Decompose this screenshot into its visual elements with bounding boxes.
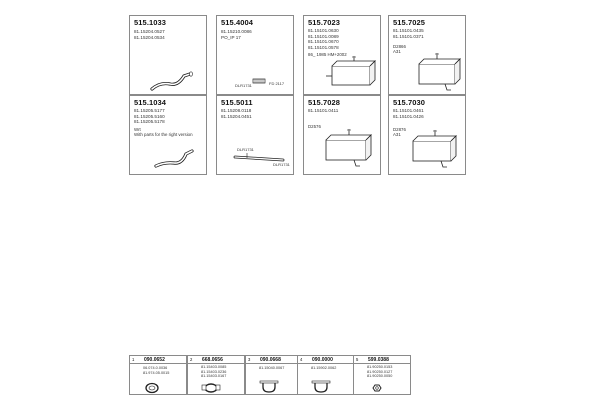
part-card[interactable] — [388, 95, 466, 175]
accessory-number: 3 — [248, 357, 251, 362]
gasket-ring-icon — [130, 356, 188, 396]
dimension-label: DLR1731 — [235, 83, 252, 88]
part-code: 515.7025 — [393, 18, 426, 27]
part-ref: 81.15205.5160 — [134, 113, 165, 119]
accessory-code: 090.0652 — [144, 356, 165, 363]
part-ref: PO_IP 17 — [221, 35, 241, 40]
part-ref: 81.15204.0534 — [134, 35, 165, 40]
part-note: D2876 — [393, 127, 406, 132]
accessory-code: 090.0668 — [260, 356, 281, 363]
muffler-icon — [389, 96, 467, 176]
accessory-box[interactable] — [245, 355, 303, 395]
accessory-ref: 81.15902.0062 — [311, 366, 337, 370]
accessory-code: 668.0656 — [202, 356, 223, 363]
part-note: A31 — [393, 49, 401, 54]
part-ref: 81.15204.0451 — [221, 113, 252, 119]
part-ref: 81.15101.0578 — [308, 44, 339, 50]
part-note: A31 — [393, 132, 401, 137]
part-ref: 81.15101.0670 — [308, 39, 339, 44]
accessory-ref: 81.90250.0050 — [367, 374, 393, 378]
u-clamp-icon — [246, 356, 304, 396]
part-ref: 81.15101.0426 — [393, 113, 424, 119]
part-note: With parts for the right version — [134, 132, 193, 137]
part-card[interactable] — [303, 95, 381, 175]
accessory-number: 5 — [356, 357, 359, 362]
accessory-number: 2 — [190, 357, 193, 362]
muffler-icon — [304, 16, 382, 96]
part-ref: 81.15210.0086 — [221, 29, 252, 34]
part-card[interactable] — [129, 95, 207, 175]
part-note: 86_ 1985 HM+2002 — [308, 52, 347, 57]
clamp-icon — [188, 356, 246, 396]
accessory-ref: 81.90250.0153 — [367, 365, 393, 369]
accessory-ref: 06.074.0.0036 — [143, 366, 168, 370]
accessory-code: 599.0388 — [368, 356, 389, 363]
part-ref: 81.15205.5177 — [134, 108, 165, 113]
accessory-number: 1 — [132, 357, 135, 362]
part-ref: 81.15101.0411 — [308, 108, 339, 113]
part-card[interactable] — [388, 15, 466, 95]
bent-pipe-icon — [130, 16, 208, 96]
part-code: 515.7023 — [308, 18, 341, 27]
part-ref: 81.15101.0435 — [393, 28, 424, 33]
muffler-icon — [304, 96, 382, 176]
dimension-label: DLR1731 — [237, 147, 254, 152]
accessory-ref: 81.15403.0236 — [201, 369, 227, 374]
part-ref: 81.15101.0089 — [308, 33, 339, 39]
accessory-number: 4 — [300, 357, 303, 362]
part-code: 515.4004 — [221, 18, 254, 27]
straight-pipe-icon — [217, 96, 295, 176]
part-card[interactable] — [303, 15, 381, 95]
part-ref: 81.15205.5178 — [134, 119, 165, 124]
accessory-box[interactable] — [353, 355, 411, 395]
dimension-label: DLR1731 — [273, 162, 290, 167]
accessory-ref: 81.974.05.0015 — [143, 371, 170, 375]
part-note: D2576 — [308, 124, 321, 129]
part-code: 515.1033 — [134, 18, 167, 27]
accessory-ref: 81.15403.0167 — [201, 374, 227, 378]
part-ref: 81.15204.0527 — [134, 29, 165, 34]
part-ref: 81.15101.0630 — [308, 28, 339, 33]
accessory-box[interactable] — [297, 355, 355, 395]
part-code: 515.7030 — [393, 98, 426, 107]
part-ref: 81.15101.0371 — [393, 33, 424, 39]
part-ref: 81.15101.0461 — [393, 108, 424, 113]
bent-pipe-icon — [130, 96, 208, 176]
accessory-ref: 81.15040.0067 — [259, 366, 285, 370]
part-code: 515.5011 — [221, 98, 253, 107]
part-ref: 81.15208.0118 — [221, 108, 252, 113]
muffler-icon — [389, 16, 467, 96]
flex-pipe-icon — [217, 16, 295, 96]
dimension-label: FD 2117 — [269, 81, 285, 86]
part-card[interactable] — [216, 95, 294, 175]
accessory-ref: 81.15403.0085 — [201, 365, 227, 369]
part-card[interactable] — [129, 15, 207, 95]
u-clamp-icon — [298, 356, 359, 396]
accessory-ref: 81.90250.0127 — [367, 369, 393, 374]
part-code: 515.7028 — [308, 98, 341, 107]
part-note: D2866 — [393, 44, 406, 49]
part-note: Wrt — [134, 127, 141, 132]
accessory-box[interactable] — [129, 355, 187, 395]
accessory-box[interactable] — [187, 355, 245, 395]
nut-icon — [354, 356, 412, 396]
accessory-code: 090.0000 — [312, 356, 333, 363]
part-code: 515.1034 — [134, 98, 167, 107]
part-card[interactable] — [216, 15, 294, 95]
